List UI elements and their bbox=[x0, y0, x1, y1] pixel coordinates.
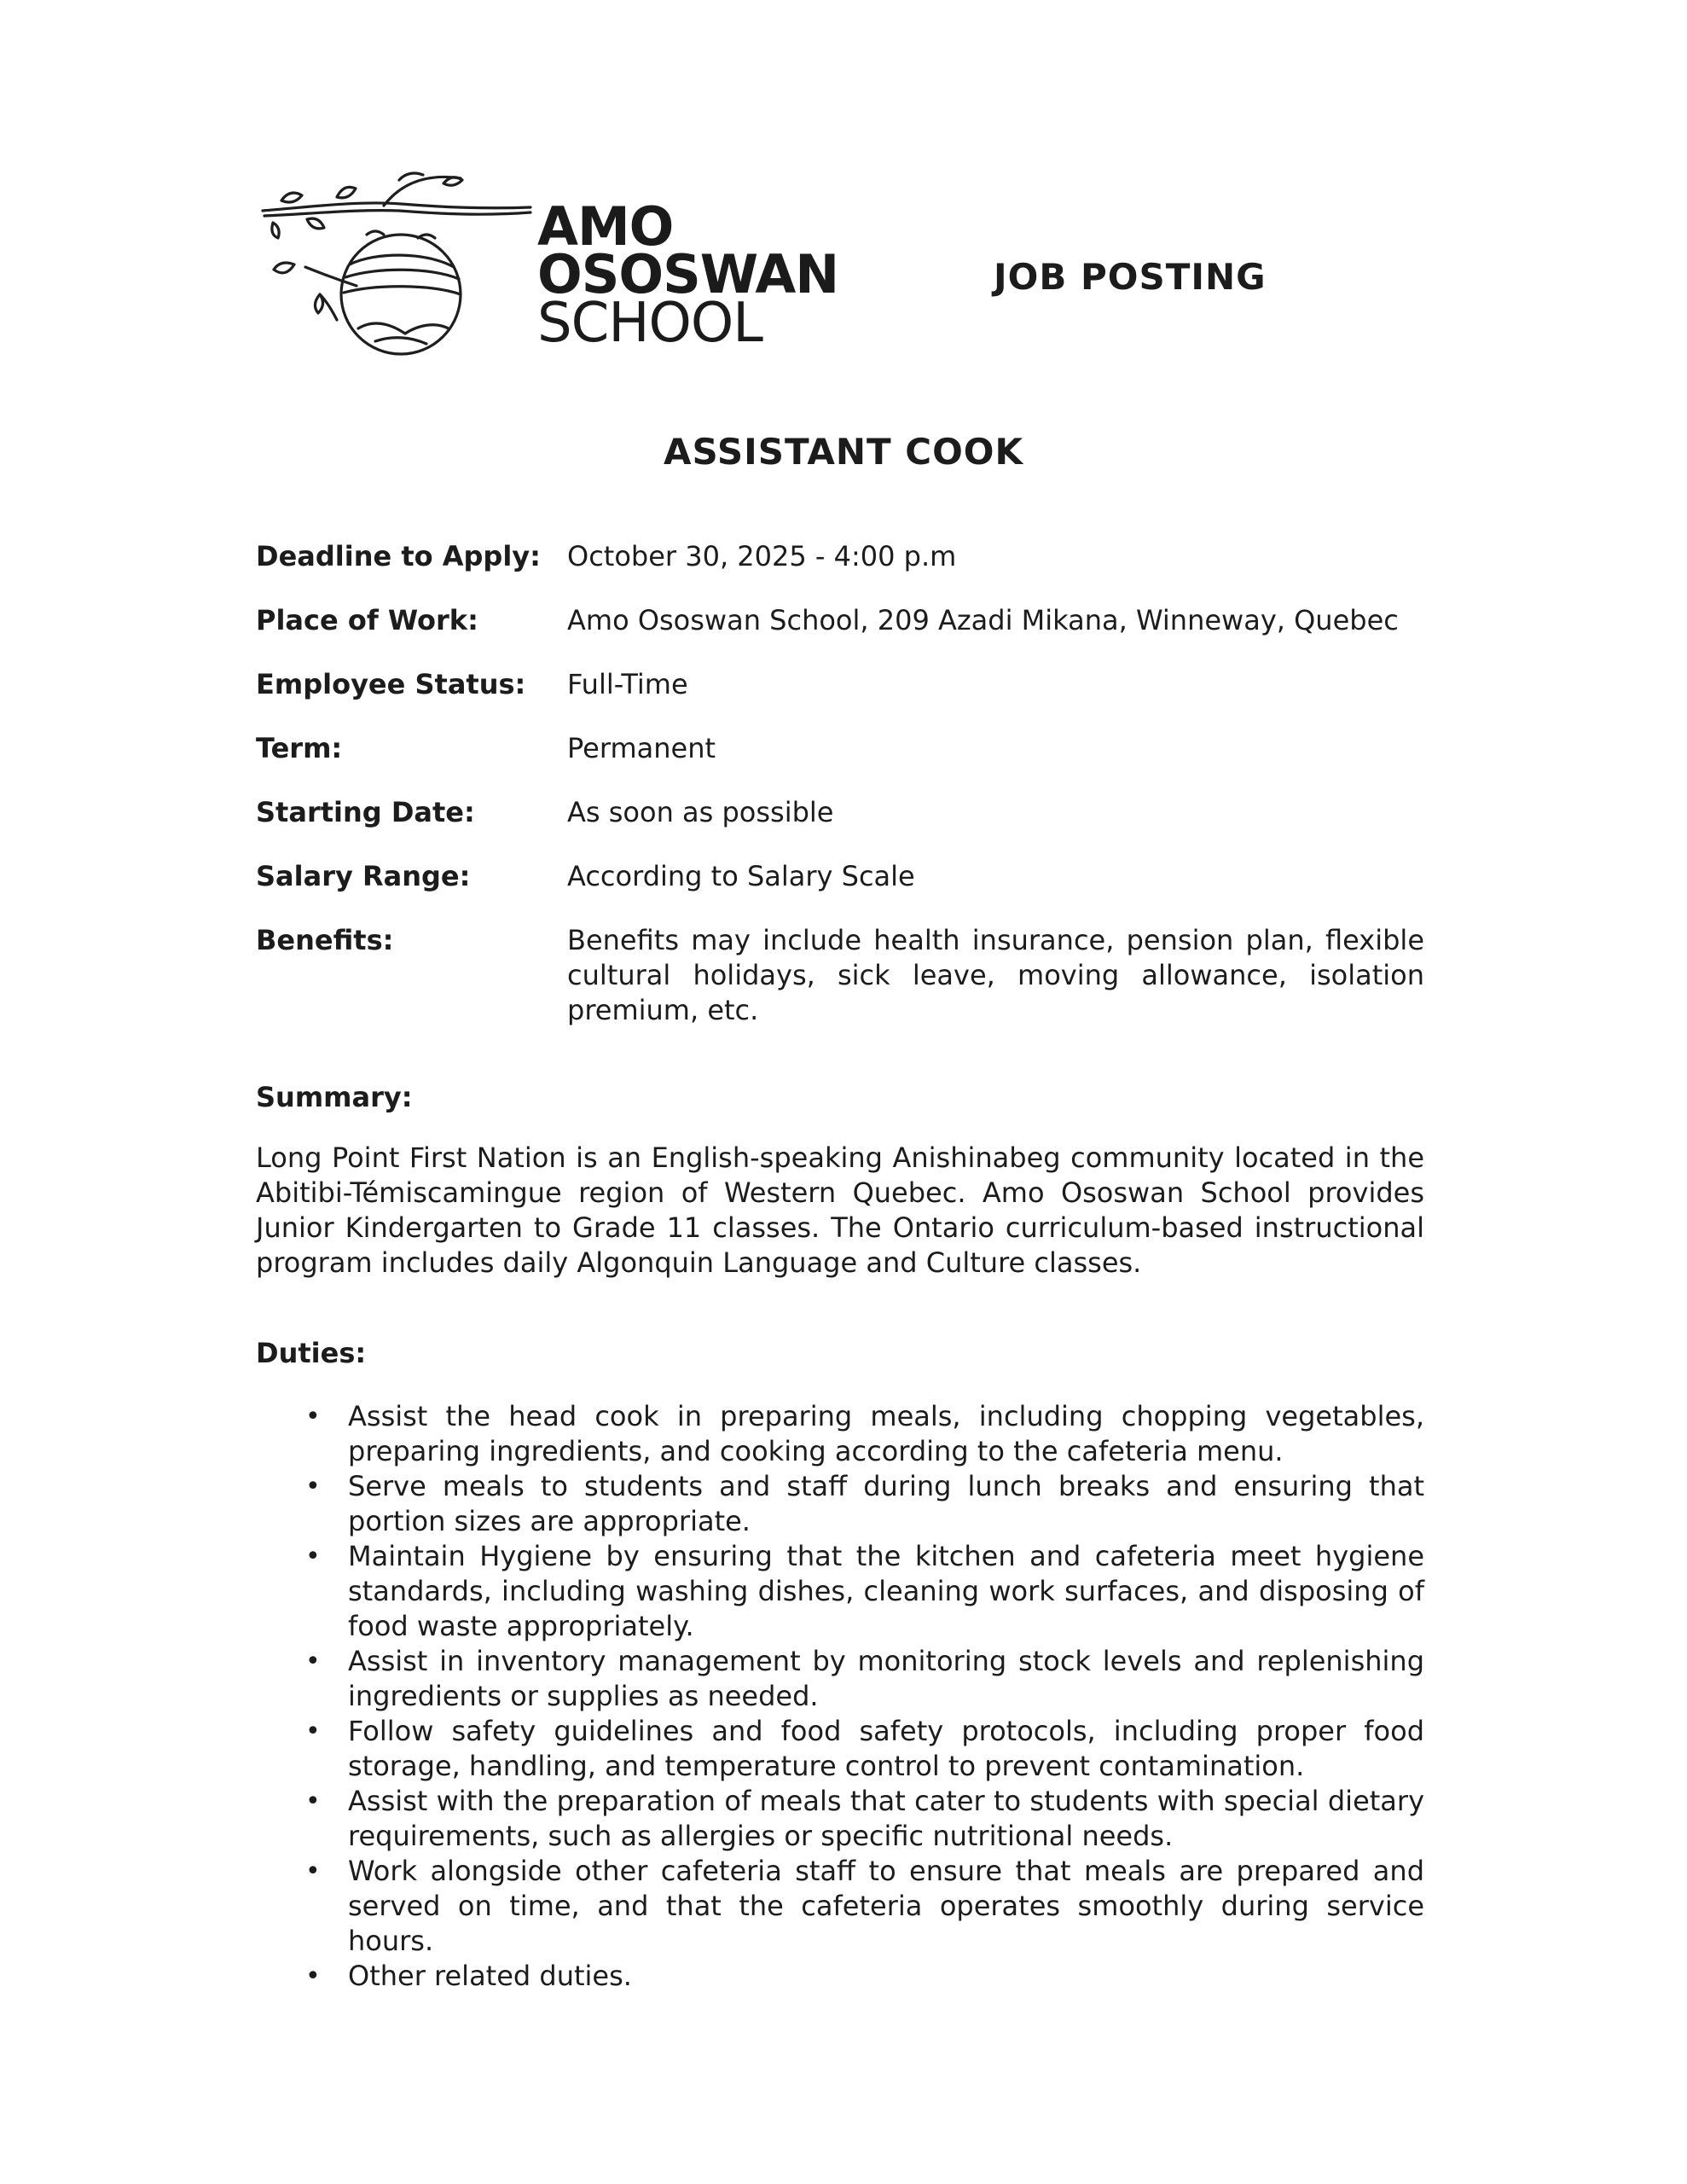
duty-text: Assist in inventory management by monitoring stock levels and replenishing ingredients or supplies as needed. bbox=[348, 1645, 1424, 1712]
bullet-icon: • bbox=[305, 1961, 321, 1991]
detail-row-start bbox=[256, 795, 1424, 830]
bullet-icon: • bbox=[305, 1786, 321, 1816]
page-title: ASSISTANT COOK bbox=[663, 431, 1024, 473]
detail-value: Permanent bbox=[567, 732, 716, 764]
detail-label: Employee Status: bbox=[256, 668, 526, 700]
list-item bbox=[256, 1539, 1424, 1644]
detail-label: Deadline to Apply: bbox=[256, 540, 541, 572]
detail-label: Starting Date: bbox=[256, 796, 475, 828]
bullet-icon: • bbox=[305, 1716, 321, 1746]
detail-value: According to Salary Scale bbox=[567, 860, 915, 892]
duty-text: Other related duties. bbox=[348, 1960, 632, 1992]
list-item bbox=[256, 1784, 1424, 1854]
detail-value: Benefits may include health insurance, pension plan, flexible cultural holidays, sick leave, moving allowance, isolation premium, etc. bbox=[567, 924, 1424, 1026]
logo-wordmark bbox=[537, 195, 839, 355]
duties-heading: Duties: bbox=[256, 1337, 367, 1369]
detail-label: Term: bbox=[256, 732, 343, 764]
detail-label: Benefits: bbox=[256, 924, 394, 956]
bullet-icon: • bbox=[305, 1647, 321, 1676]
job-details bbox=[256, 539, 1424, 1057]
logo-line-3: SCHOOL bbox=[537, 292, 762, 355]
list-item bbox=[256, 1959, 1424, 1994]
detail-label: Salary Range: bbox=[256, 860, 471, 892]
duty-text: Work alongside other cafeteria staff to ensure that meals are prepared and served on time, and that the cafeteria operates smoothly during service hours. bbox=[348, 1855, 1424, 1957]
duty-text: Assist with the preparation of meals that cater to students with special dietary requirements, such as allergies or specific nutritional needs. bbox=[348, 1785, 1424, 1852]
logo-line-1: AMO bbox=[537, 195, 674, 258]
detail-row-term bbox=[256, 731, 1424, 766]
bullet-icon: • bbox=[305, 1856, 321, 1886]
detail-value: Full-Time bbox=[567, 668, 688, 700]
summary-heading: Summary: bbox=[256, 1081, 413, 1113]
bullet-icon: • bbox=[305, 1472, 321, 1502]
detail-row-deadline bbox=[256, 539, 1424, 574]
logo-line-2: OSOSWAN bbox=[537, 243, 839, 305]
school-logo bbox=[256, 166, 853, 363]
list-item bbox=[256, 1714, 1424, 1784]
bullet-icon: • bbox=[305, 1402, 321, 1432]
list-item bbox=[256, 1854, 1424, 1959]
duty-text: Assist the head cook in preparing meals, including chopping vegetables, preparing ingredients, and cooking according to the cafeteria menu. bbox=[348, 1400, 1424, 1467]
bullet-icon: • bbox=[305, 1542, 321, 1571]
document-type-heading: JOB POSTING bbox=[994, 256, 1267, 298]
detail-label: Place of Work: bbox=[256, 604, 478, 636]
detail-value: As soon as possible bbox=[567, 796, 834, 828]
tree-nest-logo-icon bbox=[256, 166, 537, 363]
duty-text: Maintain Hygiene by ensuring that the kitchen and cafeteria meet hygiene standards, including washing dishes, cleaning work surfaces, and disposing of food waste appropriately. bbox=[348, 1540, 1424, 1642]
list-item bbox=[256, 1469, 1424, 1539]
duties-list bbox=[256, 1399, 1424, 1994]
detail-value: October 30, 2025 - 4:00 p.m bbox=[567, 540, 957, 572]
list-item bbox=[256, 1399, 1424, 1469]
list-item bbox=[256, 1644, 1424, 1714]
detail-row-benefits bbox=[256, 923, 1424, 1028]
summary-paragraph: Long Point First Nation is an English-speaking Anishinabeg community located in the Abitibi-Témiscamingue region of Western Quebec. Amo Ososwan School provides Junior Kindergarten to Grade 11 classes. The Ontario curriculum-based instructional program includes daily Algonquin Language and Culture classes. bbox=[256, 1141, 1424, 1279]
duty-text: Follow safety guidelines and food safety protocols, including proper food storage, handling, and temperature control to prevent contamination. bbox=[348, 1715, 1424, 1782]
detail-row-status bbox=[256, 667, 1424, 702]
detail-value: Amo Ososwan School, 209 Azadi Mikana, Winneway, Quebec bbox=[567, 604, 1399, 636]
duty-text: Serve meals to students and staff during lunch breaks and ensuring that portion sizes are appropriate. bbox=[348, 1470, 1424, 1537]
detail-row-salary bbox=[256, 859, 1424, 894]
detail-row-place bbox=[256, 603, 1424, 638]
